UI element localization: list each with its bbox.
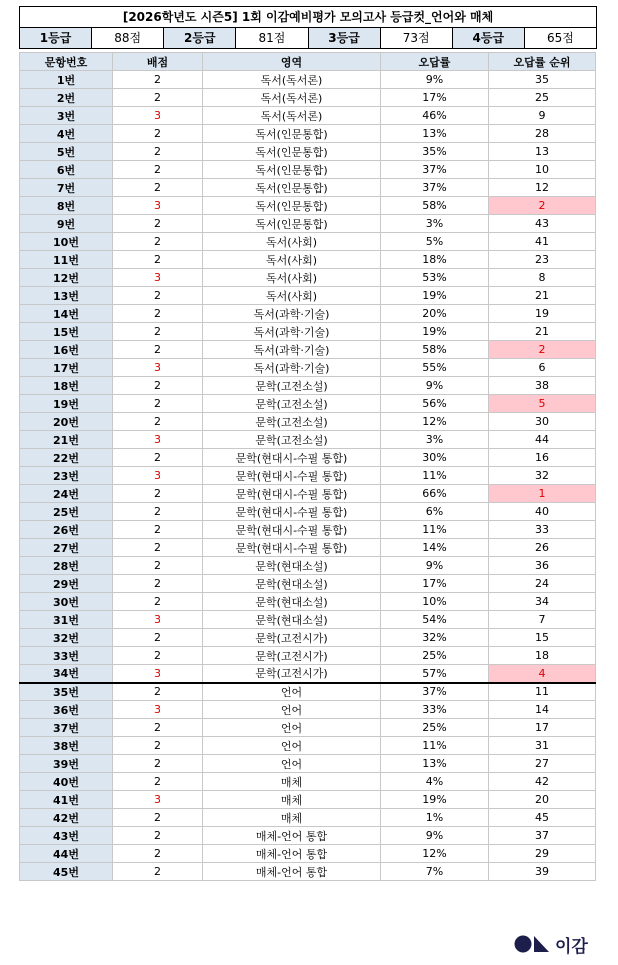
area-cell: 언어 [203, 737, 381, 755]
area-cell: 독서(사회) [203, 269, 381, 287]
question-number-cell: 36번 [20, 701, 113, 719]
table-row [20, 251, 596, 269]
table-row [20, 143, 596, 161]
error-rate-cell: 33% [381, 701, 489, 719]
score-cell: 2 [113, 161, 203, 179]
question-number-cell: 34번 [20, 665, 113, 683]
grade-3-label: 3등급 [309, 28, 381, 48]
question-number-cell: 20번 [20, 413, 113, 431]
error-rank-cell: 17 [489, 719, 596, 737]
score-cell: 2 [113, 413, 203, 431]
error-rate-cell: 58% [381, 197, 489, 215]
area-cell: 독서(독서론) [203, 71, 381, 89]
score-cell: 2 [113, 575, 203, 593]
area-cell: 독서(인문통합) [203, 143, 381, 161]
question-number-cell: 43번 [20, 827, 113, 845]
column-header-error-rate: 오답률 [381, 53, 489, 71]
error-rank-cell: 32 [489, 467, 596, 485]
score-cell: 2 [113, 71, 203, 89]
area-cell: 언어 [203, 755, 381, 773]
error-rate-cell: 12% [381, 845, 489, 863]
column-header-error-rank: 오답률 순위 [489, 53, 596, 71]
error-rate-cell: 10% [381, 593, 489, 611]
table-row [20, 413, 596, 431]
table-row [20, 683, 596, 701]
question-number-cell: 31번 [20, 611, 113, 629]
error-rate-cell: 32% [381, 629, 489, 647]
table-row [20, 395, 596, 413]
error-rate-cell: 11% [381, 737, 489, 755]
table-row [20, 71, 596, 89]
score-cell: 2 [113, 557, 203, 575]
table-row [20, 485, 596, 503]
error-rate-cell: 9% [381, 827, 489, 845]
score-cell: 3 [113, 269, 203, 287]
area-cell: 독서(사회) [203, 233, 381, 251]
question-number-cell: 30번 [20, 593, 113, 611]
area-cell: 문학(현대시-수필 통합) [203, 539, 381, 557]
error-rank-cell: 2 [489, 341, 596, 359]
grade-cut-row [20, 28, 596, 48]
grade-1-label: 1등급 [20, 28, 92, 48]
table-row [20, 629, 596, 647]
error-rate-cell: 19% [381, 791, 489, 809]
grade-2-value: 81점 [236, 28, 308, 48]
table-row [20, 323, 596, 341]
score-cell: 2 [113, 305, 203, 323]
question-number-cell: 2번 [20, 89, 113, 107]
question-number-cell: 18번 [20, 377, 113, 395]
error-rank-cell: 27 [489, 755, 596, 773]
page-title: [2026학년도 시즌5] 1회 이감예비평가 모의고사 등급컷_언어와 매체 [20, 7, 596, 28]
table-row [20, 557, 596, 575]
area-cell: 문학(고전소설) [203, 431, 381, 449]
score-cell: 2 [113, 143, 203, 161]
score-cell: 3 [113, 611, 203, 629]
area-cell: 문학(현대소설) [203, 557, 381, 575]
score-cell: 2 [113, 809, 203, 827]
score-cell: 2 [113, 125, 203, 143]
error-rank-cell: 13 [489, 143, 596, 161]
error-rank-cell: 25 [489, 89, 596, 107]
area-cell: 독서(과학·기술) [203, 305, 381, 323]
table-row [20, 287, 596, 305]
score-cell: 2 [113, 395, 203, 413]
score-cell: 3 [113, 467, 203, 485]
error-rank-cell: 34 [489, 593, 596, 611]
error-rate-cell: 53% [381, 269, 489, 287]
logo-mark-icon [514, 935, 550, 953]
area-cell: 언어 [203, 701, 381, 719]
table-row [20, 377, 596, 395]
error-rank-cell: 43 [489, 215, 596, 233]
score-cell: 2 [113, 629, 203, 647]
area-cell: 독서(인문통합) [203, 125, 381, 143]
error-rank-cell: 4 [489, 665, 596, 683]
error-rank-cell: 28 [489, 125, 596, 143]
area-cell: 독서(과학·기술) [203, 341, 381, 359]
table-row [20, 665, 596, 683]
area-cell: 문학(현대소설) [203, 611, 381, 629]
table-row [20, 647, 596, 665]
question-number-cell: 17번 [20, 359, 113, 377]
error-rate-cell: 56% [381, 395, 489, 413]
score-cell: 3 [113, 197, 203, 215]
error-rate-cell: 57% [381, 665, 489, 683]
error-rank-cell: 37 [489, 827, 596, 845]
area-cell: 문학(현대시-수필 통합) [203, 449, 381, 467]
table-row [20, 161, 596, 179]
error-rank-cell: 41 [489, 233, 596, 251]
question-number-cell: 32번 [20, 629, 113, 647]
score-cell: 2 [113, 233, 203, 251]
error-rate-cell: 25% [381, 719, 489, 737]
score-cell: 2 [113, 755, 203, 773]
score-cell: 2 [113, 683, 203, 701]
logo-text: 이감 [555, 936, 588, 957]
column-header-number: 문항번호 [20, 53, 113, 71]
error-rank-cell: 24 [489, 575, 596, 593]
score-cell: 2 [113, 323, 203, 341]
area-cell: 매체 [203, 791, 381, 809]
question-number-cell: 40번 [20, 773, 113, 791]
error-rank-cell: 5 [489, 395, 596, 413]
score-cell: 2 [113, 485, 203, 503]
table-row [20, 701, 596, 719]
score-cell: 3 [113, 665, 203, 683]
area-cell: 독서(인문통합) [203, 197, 381, 215]
error-rank-cell: 29 [489, 845, 596, 863]
score-cell: 2 [113, 89, 203, 107]
error-rate-cell: 46% [381, 107, 489, 125]
table-row [20, 89, 596, 107]
table-row [20, 125, 596, 143]
score-cell: 2 [113, 593, 203, 611]
table-row [20, 521, 596, 539]
error-rate-cell: 54% [381, 611, 489, 629]
question-number-cell: 22번 [20, 449, 113, 467]
area-cell: 문학(고전시가) [203, 647, 381, 665]
area-cell: 매체-언어 통합 [203, 863, 381, 881]
error-rank-cell: 21 [489, 323, 596, 341]
score-cell: 2 [113, 377, 203, 395]
question-number-cell: 21번 [20, 431, 113, 449]
question-number-cell: 3번 [20, 107, 113, 125]
score-cell: 2 [113, 521, 203, 539]
error-rate-cell: 13% [381, 755, 489, 773]
score-cell: 2 [113, 773, 203, 791]
question-number-cell: 37번 [20, 719, 113, 737]
table-row [20, 179, 596, 197]
error-rate-cell: 25% [381, 647, 489, 665]
question-table [19, 52, 596, 881]
error-rate-cell: 6% [381, 503, 489, 521]
score-cell: 2 [113, 719, 203, 737]
score-cell: 2 [113, 449, 203, 467]
error-rank-cell: 18 [489, 647, 596, 665]
igam-logo [514, 934, 588, 957]
area-cell: 문학(고전시가) [203, 629, 381, 647]
table-row [20, 863, 596, 881]
table-header-row [20, 53, 596, 71]
question-number-cell: 44번 [20, 845, 113, 863]
question-number-cell: 28번 [20, 557, 113, 575]
area-cell: 언어 [203, 683, 381, 701]
table-row [20, 809, 596, 827]
area-cell: 매체-언어 통합 [203, 827, 381, 845]
table-row [20, 755, 596, 773]
error-rank-cell: 19 [489, 305, 596, 323]
error-rank-cell: 36 [489, 557, 596, 575]
error-rank-cell: 26 [489, 539, 596, 557]
error-rank-cell: 1 [489, 485, 596, 503]
area-cell: 문학(고전소설) [203, 413, 381, 431]
score-cell: 2 [113, 503, 203, 521]
error-rank-cell: 11 [489, 683, 596, 701]
error-rank-cell: 2 [489, 197, 596, 215]
question-number-cell: 10번 [20, 233, 113, 251]
area-cell: 독서(사회) [203, 287, 381, 305]
table-row [20, 431, 596, 449]
score-cell: 3 [113, 359, 203, 377]
table-row [20, 827, 596, 845]
question-number-cell: 9번 [20, 215, 113, 233]
question-number-cell: 39번 [20, 755, 113, 773]
error-rate-cell: 55% [381, 359, 489, 377]
area-cell: 문학(현대소설) [203, 575, 381, 593]
error-rank-cell: 16 [489, 449, 596, 467]
score-cell: 2 [113, 539, 203, 557]
area-cell: 독서(독서론) [203, 89, 381, 107]
error-rate-cell: 9% [381, 71, 489, 89]
table-row [20, 845, 596, 863]
table-row [20, 341, 596, 359]
score-cell: 2 [113, 215, 203, 233]
area-cell: 독서(과학·기술) [203, 359, 381, 377]
question-number-cell: 23번 [20, 467, 113, 485]
area-cell: 독서(독서론) [203, 107, 381, 125]
area-cell: 문학(현대시-수필 통합) [203, 503, 381, 521]
error-rank-cell: 44 [489, 431, 596, 449]
error-rate-cell: 19% [381, 323, 489, 341]
table-row [20, 737, 596, 755]
error-rate-cell: 11% [381, 467, 489, 485]
error-rate-cell: 9% [381, 377, 489, 395]
score-cell: 3 [113, 431, 203, 449]
error-rank-cell: 42 [489, 773, 596, 791]
question-number-cell: 6번 [20, 161, 113, 179]
error-rank-cell: 30 [489, 413, 596, 431]
error-rate-cell: 12% [381, 413, 489, 431]
question-number-cell: 1번 [20, 71, 113, 89]
table-row [20, 107, 596, 125]
area-cell: 문학(고전시가) [203, 665, 381, 683]
grade-2-label: 2등급 [164, 28, 236, 48]
area-cell: 독서(인문통합) [203, 179, 381, 197]
area-cell: 매체 [203, 809, 381, 827]
error-rank-cell: 38 [489, 377, 596, 395]
table-row [20, 449, 596, 467]
column-header-score: 배점 [113, 53, 203, 71]
column-header-area: 영역 [203, 53, 381, 71]
table-row [20, 215, 596, 233]
score-cell: 2 [113, 179, 203, 197]
grade-3-value: 73점 [381, 28, 453, 48]
score-cell: 2 [113, 863, 203, 881]
question-number-cell: 12번 [20, 269, 113, 287]
error-rate-cell: 17% [381, 575, 489, 593]
table-row [20, 305, 596, 323]
grade-4-value: 65점 [547, 31, 574, 45]
question-number-cell: 45번 [20, 863, 113, 881]
score-cell: 2 [113, 737, 203, 755]
error-rank-cell: 20 [489, 791, 596, 809]
table-row [20, 197, 596, 215]
table-row [20, 791, 596, 809]
score-cell: 2 [113, 845, 203, 863]
error-rate-cell: 35% [381, 143, 489, 161]
error-rank-cell: 33 [489, 521, 596, 539]
area-cell: 매체 [203, 773, 381, 791]
error-rank-cell: 9 [489, 107, 596, 125]
error-rate-cell: 13% [381, 125, 489, 143]
error-rank-cell: 23 [489, 251, 596, 269]
table-row [20, 359, 596, 377]
question-number-cell: 16번 [20, 341, 113, 359]
error-rate-cell: 37% [381, 161, 489, 179]
error-rate-cell: 14% [381, 539, 489, 557]
table-body [20, 71, 596, 881]
table-row [20, 773, 596, 791]
error-rate-cell: 7% [381, 863, 489, 881]
error-rank-cell: 7 [489, 611, 596, 629]
error-rate-cell: 19% [381, 287, 489, 305]
question-number-cell: 24번 [20, 485, 113, 503]
error-rank-cell: 10 [489, 161, 596, 179]
question-number-cell: 13번 [20, 287, 113, 305]
error-rate-cell: 37% [381, 179, 489, 197]
question-number-cell: 29번 [20, 575, 113, 593]
score-cell: 2 [113, 647, 203, 665]
error-rate-cell: 37% [381, 683, 489, 701]
score-cell: 2 [113, 287, 203, 305]
table-row [20, 593, 596, 611]
area-cell: 독서(인문통합) [203, 215, 381, 233]
error-rate-cell: 4% [381, 773, 489, 791]
area-cell: 문학(고전소설) [203, 377, 381, 395]
error-rank-cell: 45 [489, 809, 596, 827]
table-row [20, 611, 596, 629]
error-rank-cell: 21 [489, 287, 596, 305]
area-cell: 매체-언어 통합 [203, 845, 381, 863]
question-number-cell: 19번 [20, 395, 113, 413]
question-number-cell: 33번 [20, 647, 113, 665]
area-cell: 독서(과학·기술) [203, 323, 381, 341]
score-cell: 3 [113, 701, 203, 719]
score-cell: 2 [113, 341, 203, 359]
error-rank-cell: 8 [489, 269, 596, 287]
error-rate-cell: 17% [381, 89, 489, 107]
question-number-cell: 5번 [20, 143, 113, 161]
error-rate-cell: 3% [381, 431, 489, 449]
area-cell: 문학(고전소설) [203, 395, 381, 413]
area-cell: 문학(현대시-수필 통합) [203, 521, 381, 539]
error-rate-cell: 9% [381, 557, 489, 575]
area-cell: 독서(인문통합) [203, 161, 381, 179]
error-rate-cell: 18% [381, 251, 489, 269]
error-rate-cell: 58% [381, 341, 489, 359]
error-rate-cell: 1% [381, 809, 489, 827]
score-cell: 2 [113, 251, 203, 269]
error-rank-cell: 39 [489, 863, 596, 881]
error-rate-cell: 20% [381, 305, 489, 323]
table-row [20, 719, 596, 737]
error-rate-cell: 11% [381, 521, 489, 539]
score-cell: 3 [113, 791, 203, 809]
question-number-cell: 7번 [20, 179, 113, 197]
area-cell: 독서(사회) [203, 251, 381, 269]
table-row [20, 269, 596, 287]
question-number-cell: 35번 [20, 683, 113, 701]
question-number-cell: 4번 [20, 125, 113, 143]
table-row [20, 233, 596, 251]
grade-1-value: 88점 [92, 28, 164, 48]
error-rank-cell: 12 [489, 179, 596, 197]
table-row [20, 575, 596, 593]
error-rate-cell: 30% [381, 449, 489, 467]
question-number-cell: 15번 [20, 323, 113, 341]
table-row [20, 539, 596, 557]
grade-cut-header [19, 6, 597, 49]
question-number-cell: 38번 [20, 737, 113, 755]
question-number-cell: 8번 [20, 197, 113, 215]
error-rank-cell: 6 [489, 359, 596, 377]
area-cell: 언어 [203, 719, 381, 737]
error-rate-cell: 5% [381, 233, 489, 251]
question-number-cell: 41번 [20, 791, 113, 809]
area-cell: 문학(현대시-수필 통합) [203, 467, 381, 485]
error-rank-cell: 31 [489, 737, 596, 755]
error-rank-cell: 15 [489, 629, 596, 647]
area-cell: 문학(현대소설) [203, 593, 381, 611]
question-number-cell: 14번 [20, 305, 113, 323]
error-rank-cell: 40 [489, 503, 596, 521]
score-cell: 3 [113, 107, 203, 125]
question-number-cell: 42번 [20, 809, 113, 827]
question-number-cell: 27번 [20, 539, 113, 557]
score-cell: 2 [113, 827, 203, 845]
question-number-cell: 25번 [20, 503, 113, 521]
table-row [20, 503, 596, 521]
table-row [20, 467, 596, 485]
error-rate-cell: 66% [381, 485, 489, 503]
question-number-cell: 11번 [20, 251, 113, 269]
error-rank-cell: 14 [489, 701, 596, 719]
error-rank-cell: 35 [489, 71, 596, 89]
error-rate-cell: 3% [381, 215, 489, 233]
area-cell: 문학(현대시-수필 통합) [203, 485, 381, 503]
question-number-cell: 26번 [20, 521, 113, 539]
grade-4-label: 4등급 [453, 28, 525, 48]
